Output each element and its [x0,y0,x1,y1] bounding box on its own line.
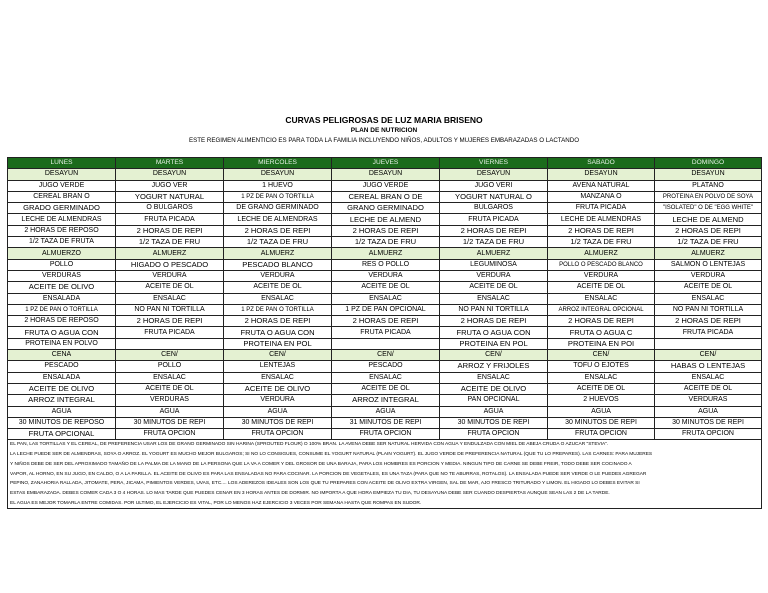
food-cell: 2 HORAS DE REPI [548,316,655,327]
food-cell: ENSALADA [8,293,116,304]
food-cell: 2 HORAS DE REPOSO [8,225,116,236]
food-cell: 30 MINUTOS DE REPI [224,417,332,428]
food-cell: GRADO GERMINADO [8,203,116,214]
food-cell: LECHE DE ALMEND [332,214,440,225]
food-cell: VERDURAS [655,395,762,406]
food-cell: 31 MINUTOS DE REPI [332,417,440,428]
food-row [8,237,762,248]
food-cell [116,338,224,349]
food-cell: ENSALAC [332,372,440,383]
food-cell: FRUTA O AGUA CON [440,327,548,338]
food-cell: VERDURA [116,270,224,281]
food-cell: ENSALAC [116,293,224,304]
food-cell: 2 HORAS DE REPI [116,316,224,327]
food-cell: ACEITE DE OL [224,282,332,293]
food-cell: 2 HUEVOS [548,395,655,406]
food-cell: ARROZ INTEGRAL [332,395,440,406]
food-cell: FRUTA PICADA [116,214,224,225]
food-cell: ACEITE DE OL [332,383,440,394]
food-cell: ENSALAC [440,372,548,383]
day-header-lunes: LUNES [8,158,116,169]
food-cell: 1 PZ DE PAN O TORTILLA [224,304,332,315]
food-cell: 1 HUEVO [224,180,332,191]
nutrition-plan-table [7,157,762,509]
food-cell: LECHE DE ALMENDRAS [224,214,332,225]
meal-label: ALMUERZ [655,248,762,259]
meal-label: ALMUERZO [8,248,116,259]
food-cell: FRUTA O AGUA CON [224,327,332,338]
food-cell: GRANO GERMINADO [332,203,440,214]
meal-label: DESAYUN [332,169,440,180]
meal-label: CEN/ [655,350,762,361]
food-cell: AGUA [116,406,224,417]
food-cell: 30 MINUTOS DE REPI [440,417,548,428]
meal-label: CEN/ [548,350,655,361]
food-cell: ACEITE DE OL [116,282,224,293]
food-cell: 2 HORAS DE REPI [655,316,762,327]
food-cell: FRUTA O AGUA C [548,327,655,338]
food-row [8,383,762,394]
food-cell: VERDURA [332,270,440,281]
food-cell: PESCADO [332,361,440,372]
food-cell: 2 HORAS DE REPOSO [8,316,116,327]
food-cell: ENSALAC [224,372,332,383]
food-row [8,417,762,428]
food-cell: 1/2 TAZA DE FRU [548,237,655,248]
meal-label: DESAYUN [548,169,655,180]
food-cell: JUGO VERI [440,180,548,191]
food-cell: AGUA [8,406,116,417]
food-cell: 1/2 TAZA DE FRU [332,237,440,248]
food-cell: ARROZ Y FRIJOLES [440,361,548,372]
note-line: ESTAS EMBARAZADA. DEBES COMER CADA 3 O 4 HORAS. LO MAS TARDE QUE PUEDES CENAR EN 3 HORAS ANTES DE DORMIR. NO IMPORTA A QUE HORA EMPIEZA TU DIA, TU DESAYUNA DEBE SER CUANDO DESPIERTAS AUNQUE SEAN LAS 2 DE LA TARDE. [10,490,610,496]
food-cell: ACEITE DE OL [332,282,440,293]
food-cell: 2 HORAS DE REPI [332,225,440,236]
meal-label: DESAYUN [440,169,548,180]
food-cell: VERDURAS [116,395,224,406]
day-header-domingo: DOMINGO [655,158,762,169]
meal-label: DESAYUN [116,169,224,180]
food-cell: ACEITE DE OL [548,282,655,293]
food-cell: ACEITE DE OLIVO [440,383,548,394]
page-subtitle: PLAN DE NUTRICION [350,127,418,134]
food-cell: PROTEINA EN POI [548,338,655,349]
meal-label: ALMUERZ [440,248,548,259]
food-row [8,304,762,315]
page-description: ESTE REGIMEN ALIMENTICIO ES PARA TODA LA FAMILIA INCLUYENDO NIÑOS, ADULTOS Y MUJERES EMBARAZADAS O LACTANDO [188,137,580,144]
food-cell: LECHE DE ALMENDRAS [548,214,655,225]
food-cell: TOFU O EJOTES [548,361,655,372]
food-row [8,214,762,225]
food-cell: AGUA [548,406,655,417]
food-cell: YOGURT NATURAL O [440,191,548,202]
food-cell: YOGURT NATURAL [116,191,224,202]
food-cell: PESCADO BLANCO [224,259,332,270]
food-cell: ENSALAC [548,372,655,383]
note-line: Y NIÑOS DEBE DE SER DEL APROXIMADO TAMAÑO DE LA PALMA DE LA MANO DE LA PERSONA QUE LA VA A COMER Y DEL GROSOR DE UNA BARAJA, PARA LOS HOMBRES ES PORCION Y MEDIA. NINGUN TIPO DE CARNE SE DEBE FREIR, TODO DEBE SER COCINADO A [10,461,632,467]
food-cell: 30 MINUTOS DE REPOSO [8,417,116,428]
food-cell: VERDURA [224,395,332,406]
day-header-jueves: JUEVES [332,158,440,169]
food-cell: FRUTA OPCION [548,429,655,440]
food-cell: FRUTA PICADA [548,203,655,214]
food-row [8,395,762,406]
food-cell: O BULGAROS [116,203,224,214]
note-line: EL PAN, LAS TORTILLAS Y EL CEREAL, DE PREFERENCIA USAR LOS DE GRANO GERMINADO SIN HARINA (SPROUTED FLOUR) O 100% BRAN. LA AVENA DEBE SER NATURAL HERVIDA CON AGUA Y ENDULZADA CON MIEL DE ABEJA CRUDA O AZUCAR "STEVIA". [10,442,609,448]
food-cell: PLATANO [655,180,762,191]
food-cell: 1/2 TAZA DE FRU [440,237,548,248]
food-cell: BULGAROS [440,203,548,214]
day-header-viernes: VIERNES [440,158,548,169]
food-cell: 30 MINUTOS DE REPI [116,417,224,428]
food-cell: 2 HORAS DE REPI [655,225,762,236]
food-cell: VERDURA [440,270,548,281]
meal-label: CEN/ [332,350,440,361]
food-cell: ACEITE DE OL [655,383,762,394]
food-cell: HIGADO O PESCADO [116,259,224,270]
food-cell: VERDURA [655,270,762,281]
food-cell: ENSALAC [655,372,762,383]
meal-label: ALMUERZ [116,248,224,259]
food-cell: NO PAN NI TORTILLA [440,304,548,315]
food-cell: POLLO [116,361,224,372]
food-cell: LECHE DE ALMEND [655,214,762,225]
meal-label-row-almuerzo [8,248,762,259]
food-cell: 2 HORAS DE REPI [548,225,655,236]
note-line: EL AGUA ES MEJOR TOMARLA ENTRE COMIDAS. POR ULTIMO, EL EJERCICIO ES VITAL, POR LO MENOS HAZ EJERCICIO 3 VECES POR SEMANA HASTA QUE ROMPAS EN SUDOR. [10,500,422,506]
food-cell: ENSALAC [116,372,224,383]
food-row [8,361,762,372]
food-row [8,203,762,214]
food-cell: DE GRANO GERMINADO [224,203,332,214]
day-header-sabado: SABADO [548,158,655,169]
food-row [8,338,762,349]
page-title: CURVAS PELIGROSAS DE LUZ MARIA BRISENO [285,115,483,125]
food-cell [332,338,440,349]
food-cell: 30 MINUTOS DE REPI [548,417,655,428]
food-cell: AVENA NATURAL [548,180,655,191]
food-cell: FRUTA OPCION [116,429,224,440]
food-cell: ENSALAC [440,293,548,304]
food-cell: PROTEINA EN POL [440,338,548,349]
food-cell [655,338,762,349]
food-row [8,293,762,304]
food-cell: NO PAN NI TORTILLA [655,304,762,315]
meal-label-row-cena [8,350,762,361]
food-cell: FRUTA OPCION [332,429,440,440]
food-cell: NO PAN NI TORTILLA [116,304,224,315]
meal-label: ALMUERZ [548,248,655,259]
food-cell: FRUTA O AGUA CON [8,327,116,338]
food-cell: POLLO [8,259,116,270]
food-cell: ACEITE DE OL [548,383,655,394]
food-cell: ACEITE DE OL [440,282,548,293]
day-header-martes: MARTES [116,158,224,169]
food-cell: AGUA [332,406,440,417]
food-row [8,406,762,417]
food-cell: CEREAL BRAN O DE [332,191,440,202]
meal-label: ALMUERZ [224,248,332,259]
food-row [8,372,762,383]
food-cell: 1/2 TAZA DE FRUTA [8,237,116,248]
food-cell: PROTEINA EN POLVO DE SOYA [655,191,762,202]
food-cell: 2 HORAS DE REPI [224,225,332,236]
food-cell: 2 HORAS DE REPI [116,225,224,236]
food-cell: PROTEINA EN POL [224,338,332,349]
meal-label-row-desayuno [8,169,762,180]
food-cell: AGUA [224,406,332,417]
food-cell: FRUTA PICADA [440,214,548,225]
food-cell: LEGUMINOSA [440,259,548,270]
food-row [8,180,762,191]
plan-body [8,158,762,440]
food-cell: VERDURAS [8,270,116,281]
food-cell: FRUTA PICADA [332,327,440,338]
food-cell: 1/2 TAZA DE FRU [224,237,332,248]
food-cell: ENSALAC [548,293,655,304]
food-cell: 2 HORAS DE REPI [332,316,440,327]
food-cell: AGUA [440,406,548,417]
food-cell: ACEITE DE OL [116,383,224,394]
food-cell: ACEITE DE OLIVO [224,383,332,394]
food-cell: ARROZ INTEGRAL OPCIONAL [548,304,655,315]
food-cell: FRUTA OPCION [655,429,762,440]
food-cell: JUGO VER [116,180,224,191]
food-cell: FRUTA PICADA [116,327,224,338]
food-cell: ACEITE DE OLIVO [8,282,116,293]
food-cell: FRUTA OPCIONAL [8,429,116,440]
food-cell: PAN OPCIONAL [440,395,548,406]
food-cell: 2 HORAS DE REPI [224,316,332,327]
food-cell: 2 HORAS DE REPI [440,316,548,327]
food-row [8,259,762,270]
food-cell: VERDURA [224,270,332,281]
food-cell: FRUTA OPCION [224,429,332,440]
food-cell: ACEITE DE OL [655,282,762,293]
page-header [0,115,768,146]
meal-label: ALMUERZ [332,248,440,259]
food-cell: PROTEINA EN POLVO [8,338,116,349]
food-cell: 30 MINUTOS DE REPI [655,417,762,428]
food-cell: ENSALAC [655,293,762,304]
food-cell: FRUTA PICADA [655,327,762,338]
meal-label: DESAYUN [655,169,762,180]
food-cell: 1/2 TAZA DE FRU [116,237,224,248]
food-cell: 1 PZ DE PAN O TORTILLA [8,304,116,315]
meal-label: CEN/ [440,350,548,361]
food-row [8,225,762,236]
food-cell: LECHE DE ALMENDRAS [8,214,116,225]
meal-label: CEN/ [116,350,224,361]
food-cell: VERDURA [548,270,655,281]
notes-cell [8,440,762,509]
meal-label: DESAYUN [224,169,332,180]
food-cell: RES O POLLO [332,259,440,270]
food-cell: 2 HORAS DE REPI [440,225,548,236]
note-line: VAPOR, AL HORNO, EN SU JUGO, EN CALDO, O A LA PARILLA. EL ACEITE DE OLIVO ES PARA LAS ENSALADAS NO PARA COCINAR. LA PORCION DE VEGETALES, ES UNA TAZA (PARA QUE NO TE ABURRAS, ROTALOS). LA ENSALADA PUEDE SER VERDE O LE PUEDES AGREGAR [10,471,647,477]
food-cell: FRUTA OPCION [440,429,548,440]
day-header-miercoles: MIERCOLES [224,158,332,169]
food-cell: AGUA [655,406,762,417]
food-cell: CEREAL BRAN O [8,191,116,202]
food-cell: 1 PZ DE PAN O TORTILLA [224,191,332,202]
food-cell: HABAS O LENTEJAS [655,361,762,372]
note-line: PEPINO, ZANAHORIA RALLADA, JITOMATE, PERA, JICAMA, PIMIENTOS VERDES, UVAS, ETC.... LOS ADEREZOS IDEALES SON LOS QUE TU PREPARES CON ACEITE DE OLIVO EXTRA VIRGEN, SAL DE MAR, AJO FRESCO TRITURADO Y LIMON. EL HIGADO LO DEBES EVITAR SI [10,481,640,487]
food-cell: JUGO VERDE [332,180,440,191]
food-row [8,429,762,440]
food-cell: ENSALADA [8,372,116,383]
food-cell: JUGO VERDE [8,180,116,191]
day-header-row [8,158,762,169]
food-cell: POLLO O PESCADO BLANCO [548,259,655,270]
food-cell: ARROZ INTEGRAL [8,395,116,406]
food-cell: SALMON O LENTEJAS [655,259,762,270]
food-cell: ACEITE DE OLIVO [8,383,116,394]
food-cell: 1/2 TAZA DE FRU [655,237,762,248]
food-row [8,191,762,202]
meal-label: DESAYUN [8,169,116,180]
notes-section [8,440,762,509]
meal-label: CEN/ [224,350,332,361]
food-row [8,282,762,293]
food-cell: LENTEJAS [224,361,332,372]
food-cell: ENSALAC [224,293,332,304]
food-row [8,316,762,327]
food-cell: ENSALAC [332,293,440,304]
note-line: LA LECHE PUEDE SER DE ALMENDRAS, SOYA O ARROZ. EL YOGURT ES MUCHO MEJOR BULGAROS; SI NO LO CONSIGUES, CONSUME EL YOGURT NATURAL (PLAIN YOGURT). EL JUGO VERDE DE PREFERENCIA NATURAL (QUE TU LO PREPARES). LAS CARNES: PARA MUJERES [10,452,653,458]
meal-label: CENA [8,350,116,361]
food-row [8,327,762,338]
food-row [8,270,762,281]
food-cell: "ISOLATED" O DE "EGG WHITE" [655,203,762,214]
food-cell: PESCADO [8,361,116,372]
food-cell: 1 PZ DE PAN OPCIONAL [332,304,440,315]
food-cell: MANZANA O [548,191,655,202]
